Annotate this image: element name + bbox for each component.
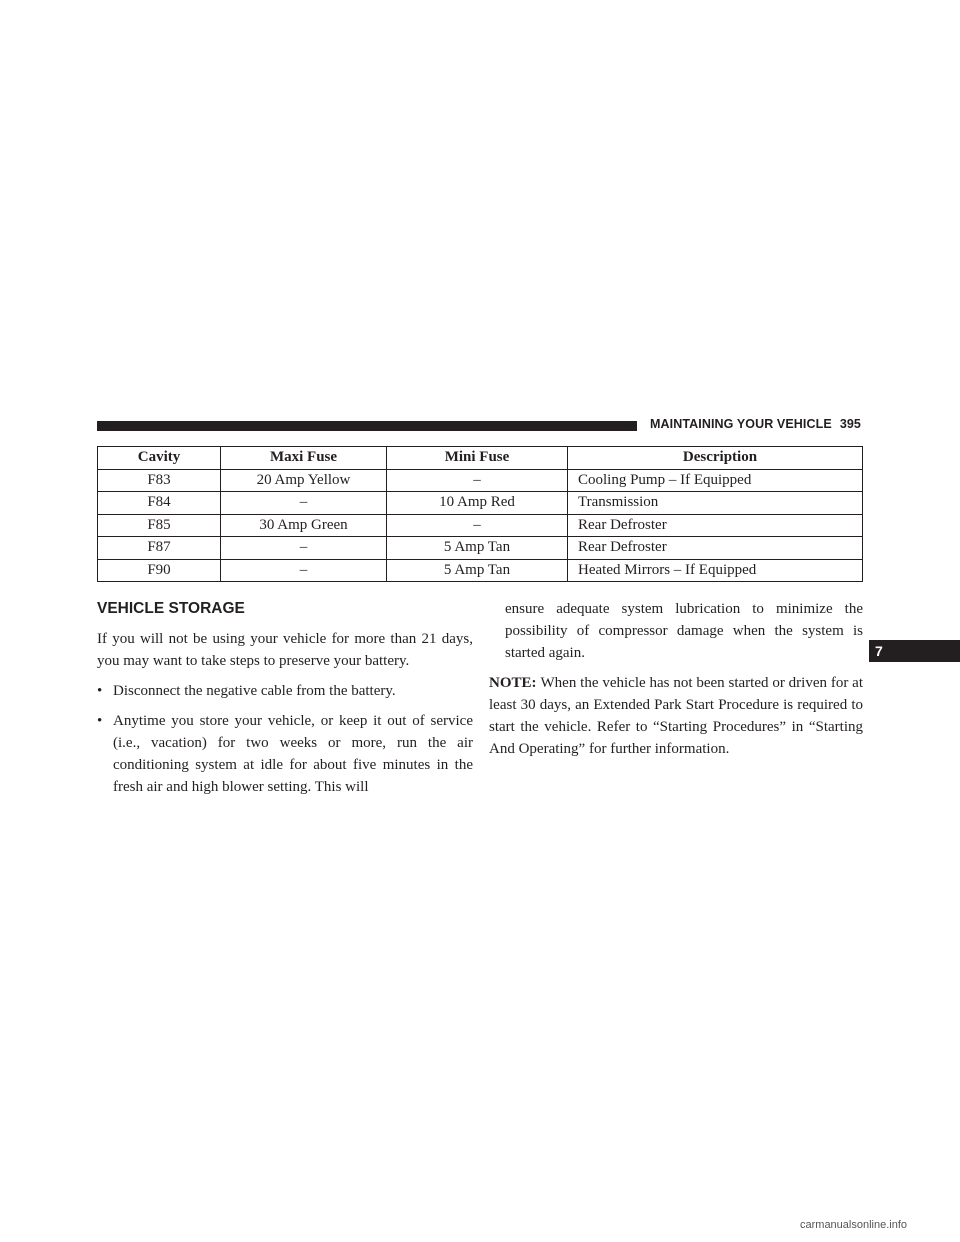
cell-maxi-fuse: – bbox=[221, 559, 387, 582]
left-column bbox=[97, 628, 473, 806]
column-header-mini-fuse: Mini Fuse bbox=[387, 447, 568, 470]
cell-cavity: F90 bbox=[98, 559, 221, 582]
bullet-icon: • bbox=[97, 713, 103, 729]
running-header bbox=[650, 417, 861, 431]
table-row bbox=[98, 537, 863, 560]
column-header-cavity: Cavity bbox=[98, 447, 221, 470]
right-column bbox=[489, 598, 863, 768]
note-paragraph bbox=[489, 672, 863, 760]
cell-mini-fuse: – bbox=[387, 514, 568, 537]
cell-cavity: F83 bbox=[98, 469, 221, 492]
cell-maxi-fuse: 30 Amp Green bbox=[221, 514, 387, 537]
cell-cavity: F85 bbox=[98, 514, 221, 537]
bullet-text: Disconnect the negative cable from the battery. bbox=[113, 683, 396, 699]
page-number: 395 bbox=[839, 417, 861, 431]
cell-mini-fuse: 5 Amp Tan bbox=[387, 559, 568, 582]
header-title: MAINTAINING YOUR VEHICLE bbox=[650, 417, 832, 431]
table-header-row bbox=[98, 447, 863, 470]
intro-paragraph: If you will not be using your vehicle for more than 21 days, you may want to take steps to preserve your battery. bbox=[97, 631, 473, 669]
column-header-maxi-fuse: Maxi Fuse bbox=[221, 447, 387, 470]
note-text: When the vehicle has not been started or driven for at least 30 days, an Extended Park Start Procedure is required to start the vehicle. Refer to “Starting Procedures” in “Starting And Operating” for further information. bbox=[489, 675, 863, 757]
bullet-icon: • bbox=[97, 683, 103, 699]
bullet-text: Anytime you store your vehicle, or keep it out of service (i.e., vacation) for two weeks or more, run the air conditioning system at idle for about five minutes in the fresh air and high blower setting. This will bbox=[113, 713, 473, 795]
table-row bbox=[98, 492, 863, 515]
table-row bbox=[98, 469, 863, 492]
note-label: NOTE: bbox=[489, 675, 537, 691]
chapter-tab: 7 bbox=[869, 640, 960, 662]
cell-mini-fuse: – bbox=[387, 469, 568, 492]
fuse-table bbox=[97, 446, 863, 582]
header-rule bbox=[97, 421, 637, 431]
cell-description: Rear Defroster bbox=[568, 537, 863, 560]
cell-maxi-fuse: – bbox=[221, 492, 387, 515]
cell-cavity: F87 bbox=[98, 537, 221, 560]
section-title: VEHICLE STORAGE bbox=[97, 600, 245, 617]
cell-maxi-fuse: 20 Amp Yellow bbox=[221, 469, 387, 492]
column-header-description: Description bbox=[568, 447, 863, 470]
table-row bbox=[98, 514, 863, 537]
cell-description: Cooling Pump – If Equipped bbox=[568, 469, 863, 492]
cell-cavity: F84 bbox=[98, 492, 221, 515]
cell-maxi-fuse: – bbox=[221, 537, 387, 560]
bullet-continuation bbox=[489, 598, 863, 664]
bullet-text: ensure adequate system lubrication to minimize the possibility of compressor damage when the system is started again. bbox=[505, 601, 863, 661]
footer-watermark: carmanualsonline.info bbox=[800, 1219, 908, 1231]
cell-mini-fuse: 10 Amp Red bbox=[387, 492, 568, 515]
cell-mini-fuse: 5 Amp Tan bbox=[387, 537, 568, 560]
bullet-item bbox=[97, 680, 473, 702]
cell-description: Heated Mirrors – If Equipped bbox=[568, 559, 863, 582]
cell-description: Rear Defroster bbox=[568, 514, 863, 537]
table-row bbox=[98, 559, 863, 582]
cell-description: Transmission bbox=[568, 492, 863, 515]
bullet-item bbox=[97, 710, 473, 798]
